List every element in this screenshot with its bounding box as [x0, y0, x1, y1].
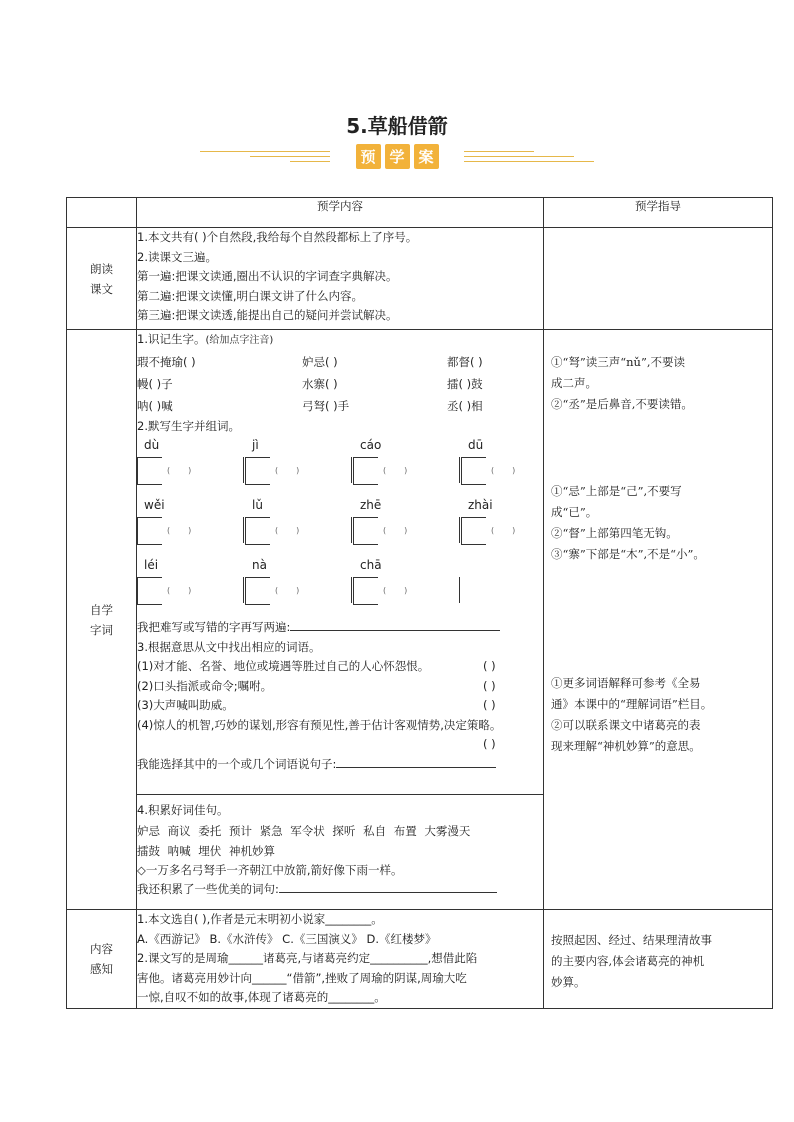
char-item: 都督( )	[447, 354, 483, 369]
banner-char: 学	[385, 144, 410, 169]
sentence-line: 我能选择其中的一个或几个词语说句子:	[137, 755, 543, 775]
guide-block: ①“弩”读三声“nǔ”,不要读 成二声。 ②“丞”是后鼻音,不要读错。	[551, 355, 693, 411]
definition-row: (1)对才能、名誉、地位或境遇等胜过自己的人心怀怨恨。 ( )	[137, 659, 496, 673]
part-title: 2.默写生字并组词。	[137, 418, 240, 433]
text-line: 2.读课文三遍。	[137, 249, 217, 264]
banner-char: 案	[414, 144, 439, 169]
char-item: 呐( )喊	[137, 398, 173, 413]
text-line: 害他。诸葛亮用妙计向______“借箭”,挫败了周瑜的阴谋,周瑜大吃	[137, 970, 467, 985]
char-item: 幔( )子	[137, 376, 173, 391]
header-content: 预学内容	[137, 198, 544, 228]
options-line: A.《西游记》 B.《水浒传》 C.《三国演义》 D.《红楼梦》	[137, 931, 437, 946]
banner-chars	[352, 144, 442, 170]
section-label: 自学 字词	[67, 330, 137, 910]
char-item: 弓弩( )手	[302, 398, 350, 413]
text-line: 第三遍:把课文读透,能提出自己的疑问并尝试解决。	[137, 308, 398, 322]
section-read	[67, 228, 773, 330]
banner	[200, 142, 594, 172]
table-header	[67, 198, 773, 228]
word-list: 擂鼓 呐喊 埋伏 神机妙算	[137, 843, 275, 858]
accumulate-line: 我还积累了一些优美的词句:	[137, 880, 543, 900]
definition-row: (3)大声喊叫助威。 ( )	[137, 698, 496, 712]
pinyin-box: dū ()	[461, 438, 543, 498]
pinyin-box: jì ()	[245, 438, 353, 498]
good-sentence: ◇一万多名弓弩手一齐朝江中放箭,箭好像下雨一样。	[137, 862, 403, 877]
content-content	[137, 910, 544, 1009]
part-title: 3.根据意思从文中找出相应的词语。	[137, 639, 321, 654]
section-label: 朗读 课文	[67, 228, 137, 330]
definition-paren: ( )	[483, 737, 496, 751]
text-line: 1.本文共有( )个自然段,我给每个自然段都标上了序号。	[137, 230, 418, 244]
pinyin-box: nà ()	[245, 558, 353, 618]
pinyin-box: wěi ()	[137, 498, 245, 558]
pinyin-box: chā ()	[353, 558, 461, 618]
rewrite-line: 我把难写或写错的字再写两遍:	[137, 618, 543, 638]
char-item: 妒忌( )	[302, 354, 338, 369]
guide-block: ①更多词语解释可参考《全易 通》本课中的“理解词语”栏目。 ②可以联系课文中诸葛亮的表 现来理解“神机妙算”的意思。	[551, 676, 713, 753]
definition-row-long: (4)惊人的机智,巧妙的谋划,形容有预见性,善于估计客观情势,决定策略。	[137, 717, 502, 732]
read-content	[137, 228, 544, 330]
banner-line-right	[464, 151, 594, 163]
char-item: 擂( )鼓	[447, 376, 483, 391]
pinyin-box: lǔ ()	[245, 498, 353, 558]
header-blank	[67, 198, 137, 228]
char-item: 水寨( )	[302, 376, 338, 391]
text-line: 第二遍:把课文读懂,明白课文讲了什么内容。	[137, 288, 364, 303]
text-line: 2.课文写的是周瑜______诸葛亮,与诸葛亮约定__________,想借此陷	[137, 951, 478, 965]
pinyin-box: zhài ()	[461, 498, 543, 558]
word-list: 妒忌 商议 委托 预计 紧急 军令状 探听 私自 布置 大雾漫天	[137, 823, 471, 838]
section-label: 内容 感知	[67, 910, 137, 1009]
self-guide	[544, 330, 773, 910]
definition-row: (2)口头指派或命令;嘱咐。 ( )	[137, 678, 496, 693]
worksheet-table	[66, 197, 773, 1009]
pinyin-grid	[137, 438, 543, 618]
char-item: 瑕不掩瑜( )	[137, 354, 196, 369]
pinyin-box: dù ()	[137, 438, 245, 498]
section-self	[67, 330, 773, 910]
pinyin-box: zhē ()	[353, 498, 461, 558]
self-content	[137, 330, 544, 910]
guide-block: 按照起因、经过、结果理清故事 的主要内容,体会诸葛亮的神机 妙算。	[551, 933, 712, 989]
header-guide: 预学指导	[544, 198, 773, 228]
blank-line	[137, 780, 543, 795]
part-title: 4.积累好词佳句。	[137, 803, 229, 817]
pinyin-box: léi ()	[137, 558, 245, 618]
part-title: 1.识记生字。(给加点字注音)	[137, 332, 274, 346]
page-title: 5.草船借箭	[346, 114, 448, 138]
guide-block: ①“忌”上部是“己”,不要写 成“已”。 ②“督”上部第四笔无钩。 ③“寨”下部是“木”,不是“小”。	[551, 484, 705, 561]
pinyin-box: cáo ()	[353, 438, 461, 498]
text-line: 一惊,自叹不如的故事,体现了诸葛亮的________。	[137, 990, 386, 1004]
banner-char: 预	[356, 144, 381, 169]
content-guide	[544, 910, 773, 1009]
char-grid	[137, 351, 543, 417]
text-line: 1.本文选自( ),作者是元末明初小说家________。	[137, 912, 383, 926]
section-content	[67, 910, 773, 1009]
read-guide	[544, 228, 773, 330]
banner-line-left	[200, 151, 330, 163]
text-line: 第一遍:把课文读通,圈出不认识的字词查字典解决。	[137, 269, 398, 283]
char-item: 丞( )相	[447, 398, 483, 413]
